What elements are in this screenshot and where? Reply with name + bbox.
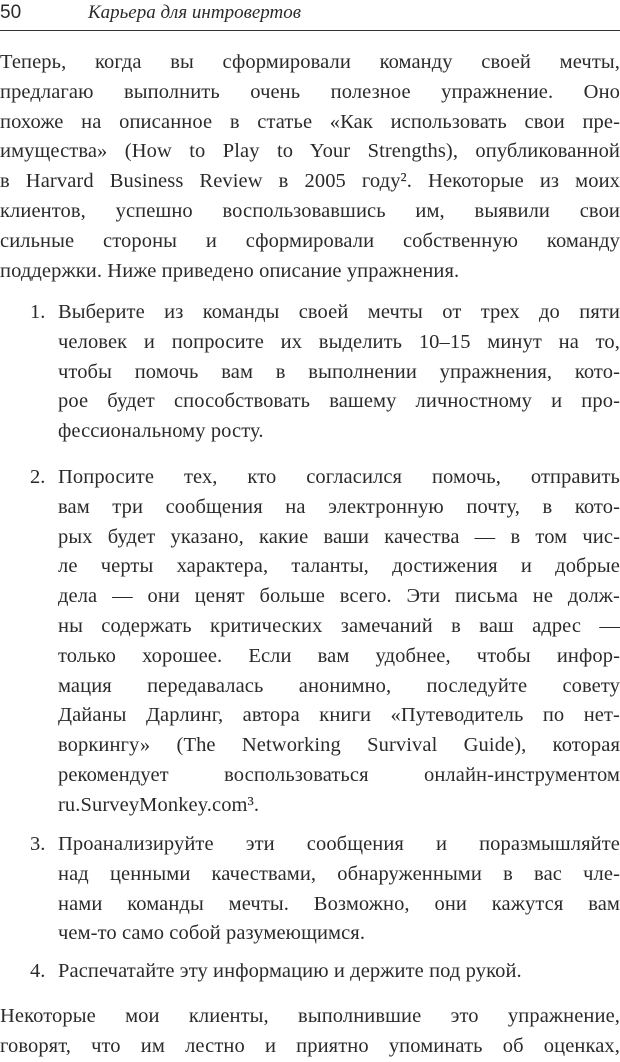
text-line: мация передавалась анонимно, последуйте совету xyxy=(58,674,620,697)
text-line: вам три сообщения на электронную почту, в кото- xyxy=(58,495,620,518)
list-number: 1. xyxy=(30,301,46,323)
text-line: над ценными качествами, обнаруженными в вас чле- xyxy=(58,862,620,885)
closing-paragraph xyxy=(0,1002,620,1062)
text-line: ru.SurveyMonkey.com³. xyxy=(58,793,260,816)
running-header xyxy=(0,0,620,31)
text-line: воркингу» (The Networking Survival Guide), которая xyxy=(58,734,620,757)
text-line: дела — они ценят больше всего. Эти письма не долж- xyxy=(58,585,620,608)
text-line: рых будет указано, какие ваши качества — в том чис- xyxy=(58,525,620,548)
text-line: Выберите из команды своей мечты от трех до пяти xyxy=(58,301,620,323)
text-line: предлагаю выполнить очень полезное упражнение. Оно xyxy=(0,80,620,103)
list-number: 4. xyxy=(30,960,46,982)
page-number: 50 xyxy=(0,2,22,23)
text-line: только хорошее. Если вам удобнее, чтобы инфор- xyxy=(58,644,620,667)
text-line: Дайаны Дарлинг, автора книги «Путеводитель по нет- xyxy=(58,704,620,727)
text-line: ле черты характера, таланты, достижения и добрые xyxy=(58,555,620,578)
list-number: 3. xyxy=(30,833,46,855)
text-line: поддержки. Ниже приведено описание упражнения. xyxy=(0,259,460,282)
list-item-text xyxy=(58,463,620,821)
text-line: сильные стороны и сформировали собственную команду xyxy=(0,229,620,252)
text-line: фессиональному росту. xyxy=(58,420,264,443)
text-line: рекомендует воспользоваться онлайн-инструментом xyxy=(58,763,620,786)
text-line: нами команды мечты. Возможно, они кажутся вам xyxy=(58,892,620,915)
text-line: Проанализируйте эти сообщения и поразмышляйте xyxy=(58,833,620,855)
text-line: чем-то само собой разумеющимся. xyxy=(58,922,366,945)
text-line: человек и попросите их выделить 10–15 минут на то, xyxy=(58,330,620,353)
text-line: Попросите тех, кто согласился помочь, отправить xyxy=(58,466,620,488)
text-line: Некоторые мои клиенты, выполнившие это упражнение, xyxy=(0,1005,620,1027)
text-line: ны содержать критических замечаний в ваш адрес — xyxy=(58,614,620,637)
list-item-text xyxy=(58,957,620,987)
text-line: чтобы помочь вам в выполнении упражнения, кото- xyxy=(58,360,620,383)
text-line: в Harvard Business Review в 2005 году². Некоторые из моих xyxy=(0,170,620,193)
list-item-text xyxy=(58,298,620,447)
text-line: рое будет способствовать вашему личностному и про- xyxy=(58,390,620,413)
running-title: Карьера для интровертов xyxy=(88,2,301,23)
text-line: Распечатайте эту информацию и держите под рукой. xyxy=(58,960,522,982)
list-item-text xyxy=(58,830,620,949)
text-line: говорят, что им лестно и приятно упоминать об оценках, xyxy=(0,1034,620,1057)
text-line: похоже на описанное в статье «Как использовать свои пре- xyxy=(0,110,620,133)
text-line: Теперь, когда вы сформировали команду своей мечты, xyxy=(0,51,620,73)
text-line: клиентов, успешно воспользовавшись им, выявили свои xyxy=(0,199,620,222)
list-number: 2. xyxy=(30,466,46,488)
intro-paragraph xyxy=(0,48,620,286)
text-line: имущества» (How to Play to Your Strengths), опубликованной xyxy=(0,140,620,163)
